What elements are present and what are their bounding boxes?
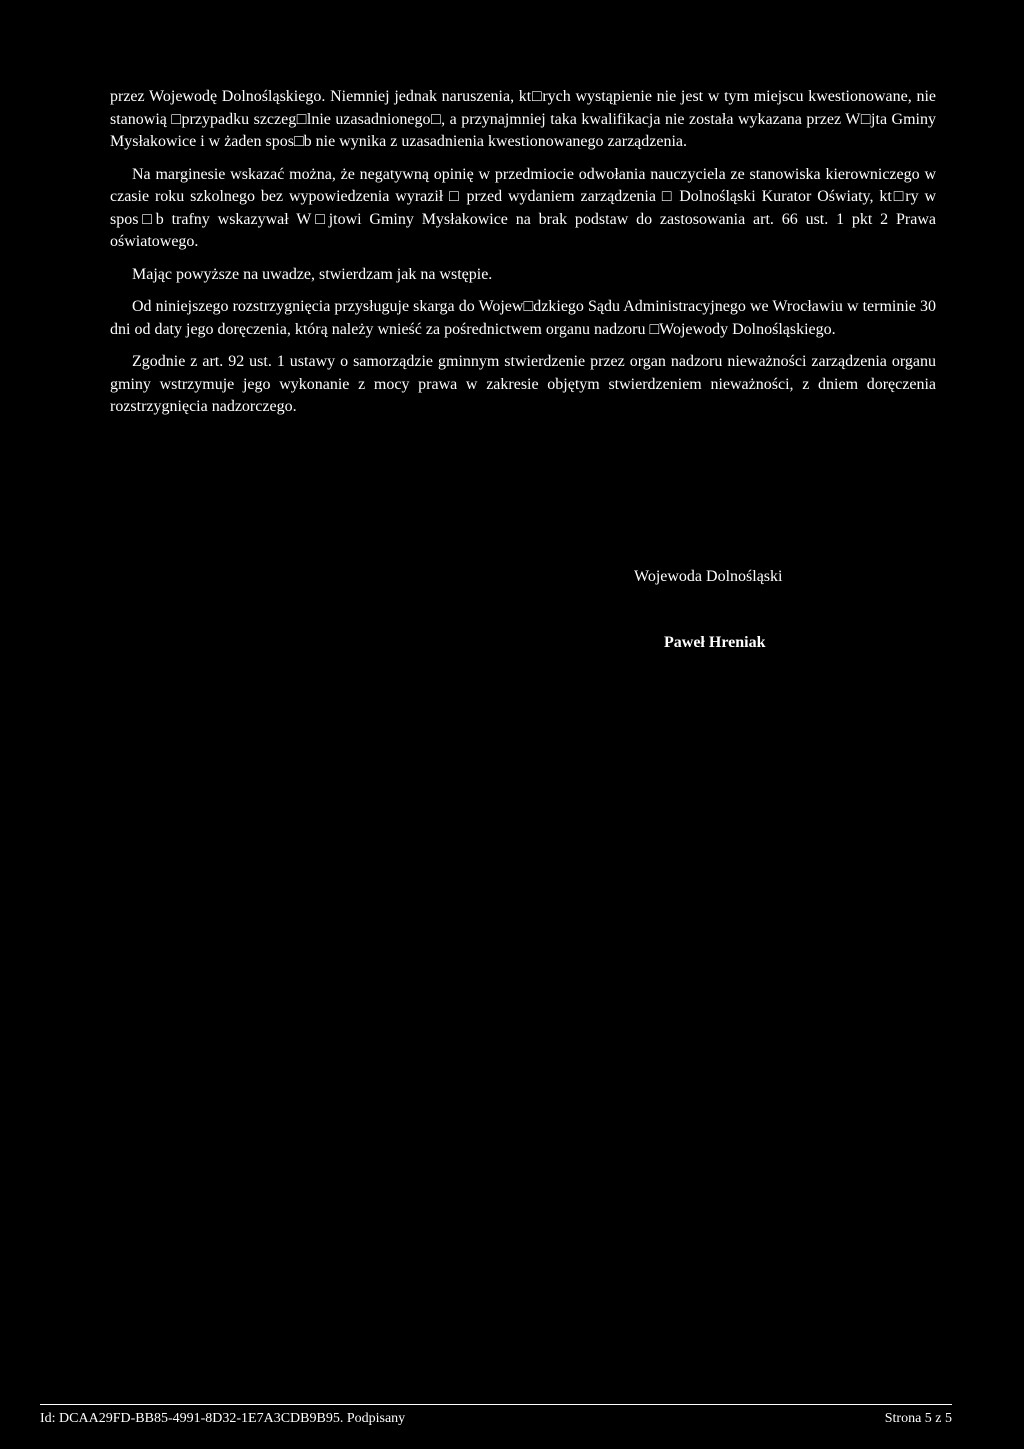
paragraph-conclusion: Mając powyższe na uwadze, stwierdzam jak na wstępie.: [132, 265, 493, 283]
page-number: Strona 5 z 5: [884, 1411, 952, 1426]
paragraph-curator-opinion: Na marginesie wskazać można, że negatywną opinię w przedmiocie odwołania nauczyciela ze stanowiska kierowniczego w czasie roku szkolnego bez wypowiedzenia wyraził □ przed wydaniem zarządzenia □ Dolnośląski Kurator Oświaty, kt□ry w spos□b trafny wskazywał W□jtowi Gminy Mysłakowice na brak podstaw do zastosowania art. 66 ust. 1 pkt 2 Prawa oświatowego.: [110, 165, 936, 250]
document-body: [110, 86, 936, 429]
document-id: Id: DCAA29FD-BB85-4991-8D32-1E7A3CDB9B95. Podpisany: [40, 1411, 406, 1426]
signatory-name: Paweł Hreniak: [664, 634, 766, 651]
page-footer: [40, 1404, 952, 1431]
paragraph-appeal-info: Od niniejszego rozstrzygnięcia przysługuje skarga do Wojew□dzkiego Sądu Administracyjnego we Wrocławiu w terminie 30 dni od daty jego doręczenia, którą należy wnieść za pośrednictwem organu nadzoru □Wojewody Dolnośląskiego.: [110, 298, 936, 338]
signatory-office: Wojewoda Dolnośląski: [634, 568, 783, 585]
paragraph-legal-effect: Zgodnie z art. 92 ust. 1 ustawy o samorządzie gminnym stwierdzenie przez organ nadzoru nieważności zarządzenia organu gminy wstrzymuje jego wykonanie z mocy prawa w zakresie objętym stwierdzeniem nieważności, z dniem doręczenia rozstrzygnięcia nadzorczego.: [110, 353, 936, 415]
paragraph-continuation: przez Wojewodę Dolnośląskiego. Niemniej jednak naruszenia, kt□rych wystąpienie nie jest w tym miejscu kwestionowane, nie stanowią □przypadku szczeg□lnie uzasadnionego□, a przynajmniej taka kwalifikacja nie została wykazana przez W□jta Gminy Mysłakowice i w żaden spos□b nie wynika z uzasadnienia kwestionowanego zarządzenia.: [110, 88, 936, 150]
